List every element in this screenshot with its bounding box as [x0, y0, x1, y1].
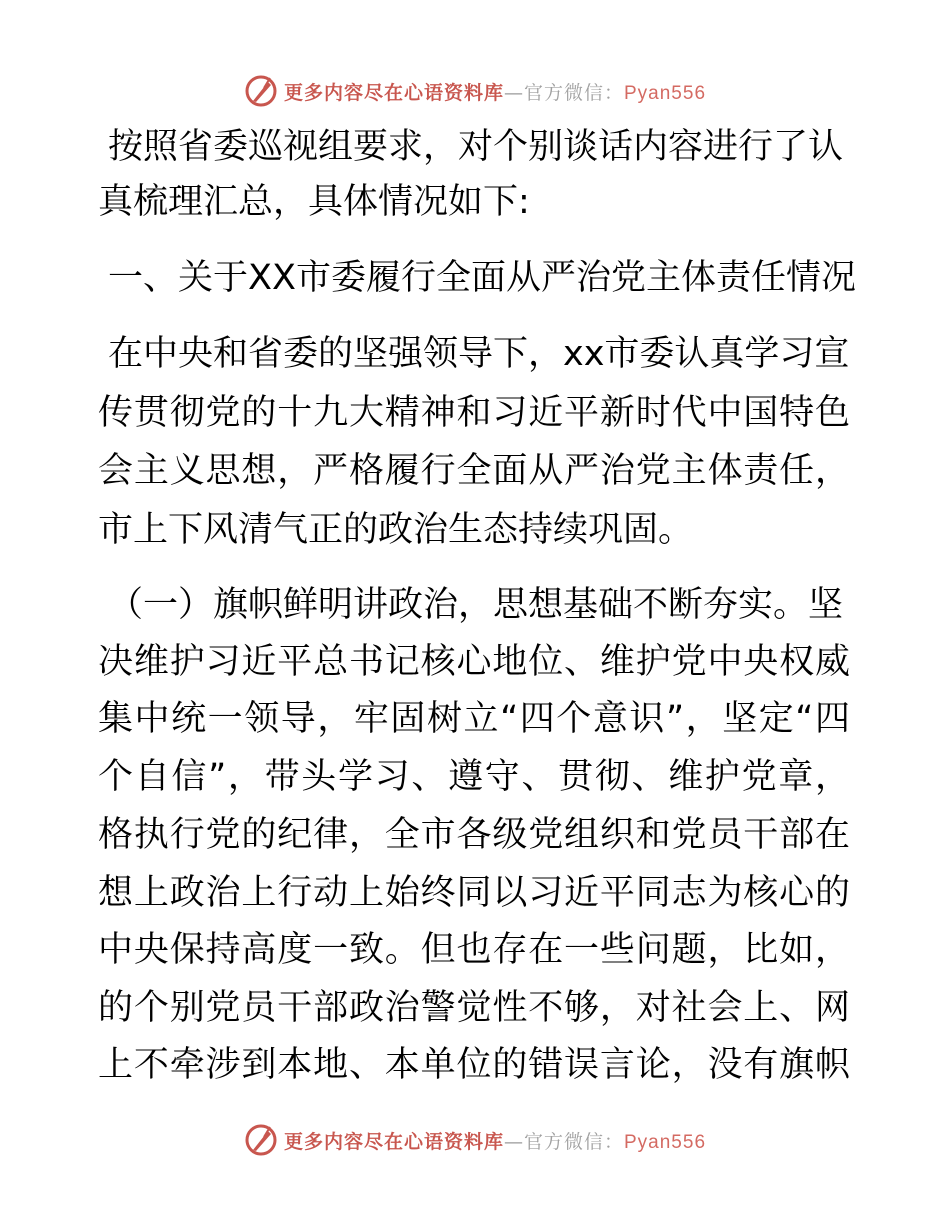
- watermark-account: Pyan556: [624, 1131, 707, 1153]
- watermark-text: [284, 1127, 706, 1154]
- watermark-brand: 更多内容尽在心语资料库: [283, 81, 504, 104]
- text-line-4: 在中央和省委的坚强领导下，xx市委认真学习宣: [108, 334, 850, 374]
- text-line-11: 个自信”，带头学习、遵守、贯彻、维护党章，: [98, 757, 850, 797]
- watermark-separator: —: [503, 81, 524, 104]
- text-line-14: 中央保持高度一致。但也存在一些问题，比如，: [98, 930, 850, 970]
- watermark-text: [284, 78, 706, 105]
- text-line-9: 决维护习近平总书记核心地位、维护党中央权威: [98, 642, 850, 682]
- text-line-13: 想上政治上行动上始终同以习近平同志为核心的: [98, 873, 850, 913]
- text-line-1: 按照省委巡视组要求，对个别谈话内容进行了认: [108, 127, 844, 167]
- quill-logo-icon: [244, 1123, 278, 1157]
- text-line-10: 集中统一领导，牢固树立“四个意识”，坚定“四: [98, 699, 850, 739]
- watermark-account: Pyan556: [624, 82, 707, 104]
- text-line-5: 传贯彻党的十九大精神和习近平新时代中国特色: [98, 393, 850, 433]
- section-heading: 一、关于XX市委履行全面从严治党主体责任情况: [108, 258, 856, 298]
- watermark-brand: 更多内容尽在心语资料库: [283, 1130, 504, 1153]
- watermark-header: [0, 71, 950, 111]
- watermark-footer: [0, 1120, 950, 1160]
- watermark-separator: —: [503, 1130, 524, 1153]
- watermark-label: 官方微信：: [523, 81, 624, 104]
- text-line-12: 格执行党的纪律，全市各级党组织和党员干部在: [98, 815, 850, 855]
- text-line-7: 市上下风清气正的政治生态持续巩固。: [98, 510, 694, 550]
- text-line-16: 上不牵涉到本地、本单位的错误言论，没有旗帜: [98, 1045, 850, 1085]
- quill-logo-icon: [244, 74, 278, 108]
- text-line-6: 会主义思想，严格履行全面从严治党主体责任，: [98, 451, 850, 491]
- text-line-2: 真梳理汇总，具体情况如下:: [98, 182, 530, 222]
- subsection-heading: （一）旗帜鲜明讲政治，思想基础不断夯实。坚: [108, 585, 844, 625]
- text-line-15: 的个别党员干部政治警觉性不够，对社会上、网: [98, 988, 850, 1028]
- watermark-label: 官方微信：: [523, 1130, 624, 1153]
